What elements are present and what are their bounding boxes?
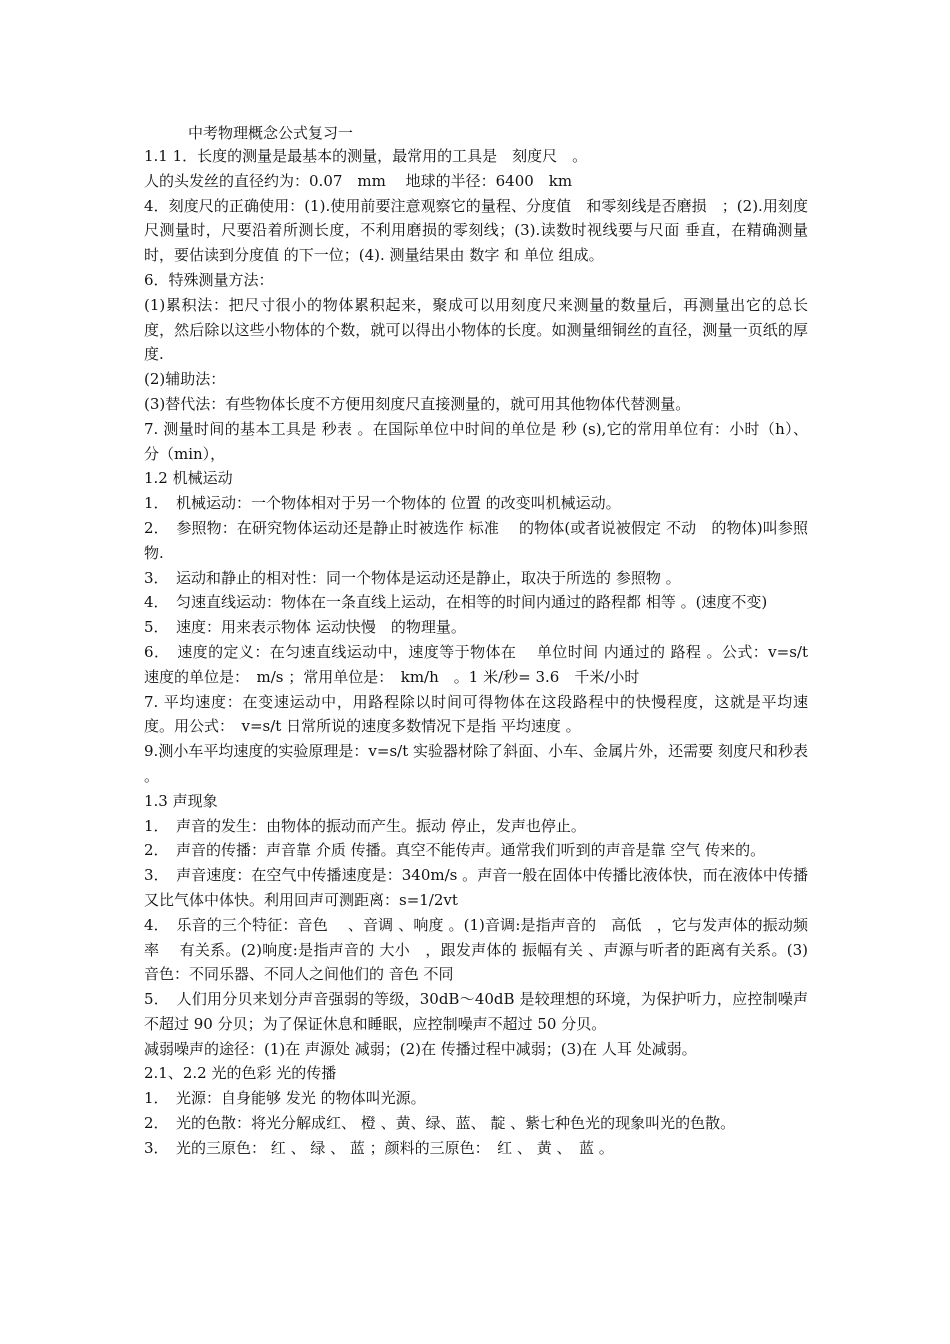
paragraph-time-measurement: 7. 测量时间的基本工具是 秒表 。在国际单位中时间的单位是 秒 (s),它的常用单位有：小时（h）、分（min）， (144, 419, 808, 463)
paragraph-substitution-method: (3)替代法：有些物体长度不方便用刻度尺直接测量的，就可用其他物体代替测量。 (144, 394, 691, 413)
paragraph-accumulation-method: (1)累积法：把尺寸很小的物体累积起来，聚成可以用刻度尺来测量的数量后，再测量出它的总长度，然后除以这些小物体的个数，就可以得出小物体的长度。如测量细铜丝的直径，测量一页纸的厚度. (144, 295, 808, 364)
paragraph-auxiliary-method: (2)辅助法： (144, 370, 226, 389)
document-title: 中考物理概念公式复习一 (188, 124, 354, 142)
paragraph-special-methods: 6．特殊测量方法： (144, 270, 274, 289)
paragraph-reference-frame: 2． 参照物：在研究物体运动还是静止时被选作 标准 的物体(或者说被假定 不动 的物体)叫参照物. (144, 518, 808, 562)
paragraph-light-source: 1． 光源：自身能够 发光 的物体叫光源。 (144, 1089, 426, 1108)
paragraph-average-speed-experiment: 9.测小车平均速度的实验原理是：v=s/t 实验器材除了斜面、小车、金属片外，还需要 刻度尺和秒表 。 (144, 742, 808, 785)
document-body (144, 122, 808, 1161)
paragraph-speed: 5． 速度：用来表示物体 运动快慢 的物理量。 (144, 618, 466, 637)
paragraph-musical-tone: 4． 乐音的三个特征：音色 、音调 、响度 。(1)音调:是指声音的 高低 ，它与发声体的振动频率 有关系。(2)响度:是指声音的 大小 ，跟发声体的 振幅有关 、声源与听者的距离有关系。(3)音色：不同乐器、不同人之间他们的 音色 不同 (144, 915, 808, 984)
paragraph-length-tool: 1.1 1．长度的测量是最基本的测量，最常用的工具是 刻度尺 。 (144, 147, 588, 165)
paragraph-hair-diameter: 人的头发丝的直径约为：0.07 mm 地球的半径：6400 km (144, 171, 573, 190)
section-heading-mechanical-motion: 1.2 机械运动 (144, 469, 233, 488)
paragraph-ruler-usage: 4．刻度尺的正确使用：(1).使用前要注意观察它的量程、分度值 和零刻线是否磨损 ；(2).用刻度尺测量时，尺要沿着所测长度，不利用磨损的零刻线；(3).读数时视线要与尺面 垂直，在精确测量时，要估读到分度值 的下一位；(4). 测量结果由 数字 和 单位 组成。 (144, 196, 808, 265)
paragraph-decibel: 5． 人们用分贝来划分声音强弱的等级，30dB～40dB 是较理想的环境，为保护听力，应控制噪声不超过 90 分贝；为了保证休息和睡眠，应控制噪声不超过 50 分贝。 (144, 990, 808, 1033)
paragraph-average-speed: 7. 平均速度：在变速运动中，用路程除以时间可得物体在这段路程中的快慢程度，这就是平均速度。用公式： v=s/t 日常所说的速度多数情况下是指 平均速度 。 (144, 692, 808, 736)
paragraph-dispersion: 2． 光的色散：将光分解成红、 橙 、黄、绿、蓝、 靛 、紫七种色光的现象叫光的色散。 (144, 1114, 736, 1133)
paragraph-sound-propagation: 2． 声音的传播：声音靠 介质 传播。真空不能传声。通常我们听到的声音是靠 空气 传来的。 (144, 841, 766, 860)
paragraph-mechanical-motion: 1． 机械运动：一个物体相对于另一个物体的 位置 的改变叫机械运动。 (144, 494, 621, 513)
paragraph-sound-speed: 3． 声音速度：在空气中传播速度是：340m/s 。声音一般在固体中传播比液体快，而在液体中传播又比气体中体快。利用回声可测距离：s=1/2vt (144, 866, 808, 909)
paragraph-primary-colors: 3． 光的三原色： 红 、 绿 、 蓝 ；颜料的三原色： 红 、 黄 、 蓝 。 (144, 1138, 614, 1157)
paragraph-noise-reduction: 减弱噪声的途径：(1)在 声源处 减弱；(2)在 传播过程中减弱；(3)在 人耳 处减弱。 (144, 1039, 697, 1058)
paragraph-relativity: 3． 运动和静止的相对性：同一个物体是运动还是静止，取决于所选的 参照物 。 (144, 568, 681, 587)
paragraph-speed-definition: 6． 速度的定义：在匀速直线运动中，速度等于物体在 单位时间 内通过的 路程 。公式：v=s/t 速度的单位是： m/s ；常用单位是： km/h 。1 米/秒= 3.6 千米/小时 (144, 642, 808, 686)
paragraph-uniform-motion: 4． 匀速直线运动：物体在一条直线上运动，在相等的时间内通过的路程都 相等 。(速度不变) (144, 593, 768, 612)
section-heading-light: 2.1、2.2 光的色彩 光的传播 (144, 1064, 337, 1083)
section-heading-sound: 1.3 声现象 (144, 791, 218, 810)
paragraph-sound-origin: 1． 声音的发生：由物体的振动而产生。振动 停止，发声也停止。 (144, 816, 586, 835)
